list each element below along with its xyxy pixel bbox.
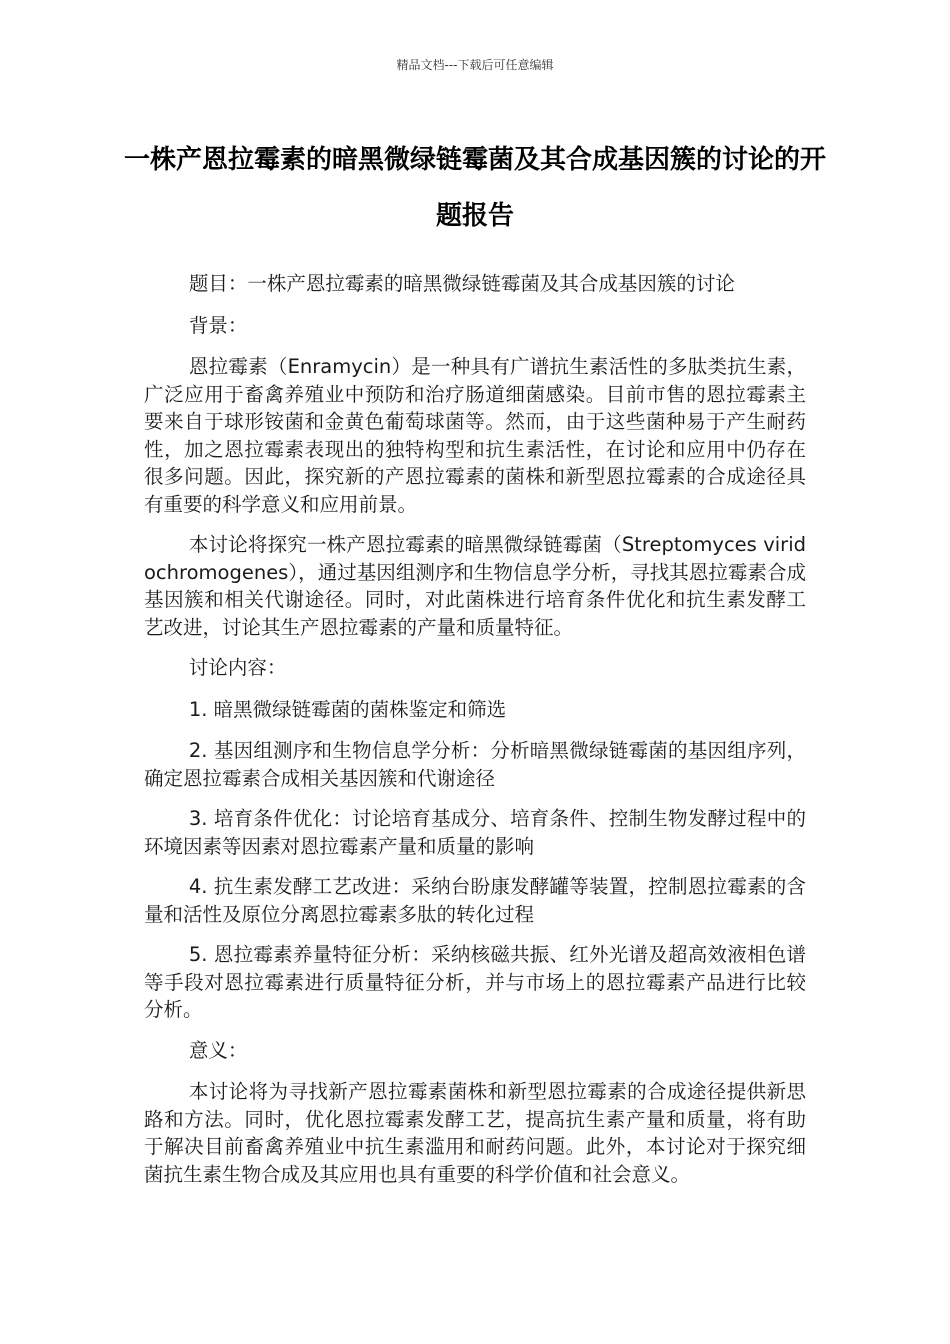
header-note: 精品文档---下载后可任意编辑 xyxy=(396,58,554,72)
content-item-4: 4. 抗生素发酵工艺改进：采纳台盼康发酵罐等装置，控制恩拉霉素的含量和活性及原位分离恩拉霉素多肽的转化过程 xyxy=(144,875,806,926)
topic-line: 题目：一株产恩拉霉素的暗黑微绿链霉菌及其合成基因簇的讨论 xyxy=(188,272,735,295)
background-paragraph-2: 本讨论将探究一株产恩拉霉素的暗黑微绿链霉菌（Streptomyces viridochromogenes），通过基因组测序和生物信息学分析，寻找其恩拉霉素合成基因簇和相关代谢途径。同时，对此菌株进行培育条件优化和抗生素发酵工艺改进，讨论其生产恩拉霉素的产量和质量特征。 xyxy=(144,533,806,639)
content-item-5: 5. 恩拉霉素养量特征分析：采纳核磁共振、红外光谱及超高效液相色谱等手段对恩拉霉素进行质量特征分析，并与市场上的恩拉霉素产品进行比较分析。 xyxy=(144,943,806,1021)
document-title: 一株产恩拉霉素的暗黑微绿链霉菌及其合成基因簇的讨论的开题报告 xyxy=(123,145,826,231)
content-item-3: 3. 培育条件优化：讨论培育基成分、培育条件、控制生物发酵过程中的环境因素等因素对恩拉霉素产量和质量的影响 xyxy=(144,807,806,858)
content-heading: 讨论内容： xyxy=(188,656,287,679)
document-body xyxy=(144,270,806,1201)
significance-paragraph: 本讨论将为寻找新产恩拉霉素菌株和新型恩拉霉素的合成途径提供新思路和方法。同时，优化恩拉霉素发酵工艺，提高抗生素产量和质量，将有助于解决目前畜禽养殖业中抗生素滥用和耐药问题。此外，本讨论对于探究细菌抗生素生物合成及其应用也具有重要的科学价值和社会意义。 xyxy=(144,1080,806,1186)
significance-heading: 意义： xyxy=(188,1038,248,1062)
background-heading: 背景： xyxy=(188,313,248,337)
background-paragraph-1: 恩拉霉素（Enramycin）是一种具有广谱抗生素活性的多肽类抗生素，广泛应用于畜禽养殖业中预防和治疗肠道细菌感染。目前市售的恩拉霉素主要来自于球形铵菌和金黄色葡萄球菌等。然而，由于这些菌种易于产生耐药性，加之恩拉霉素表现出的独特构型和抗生素活性，在讨论和应用中仍存在很多问题。因此，探究新的产恩拉霉素的菌株和新型恩拉霉素的合成途径具有重要的科学意义和应用前景。 xyxy=(144,355,806,516)
content-item-1: 1. 暗黑微绿链霉菌的菌株鉴定和筛选 xyxy=(188,697,507,721)
content-item-2: 2. 基因组测序和生物信息学分析：分析暗黑微绿链霉菌的基因组序列，确定恩拉霉素合成相关基因簇和代谢途径 xyxy=(144,739,806,790)
